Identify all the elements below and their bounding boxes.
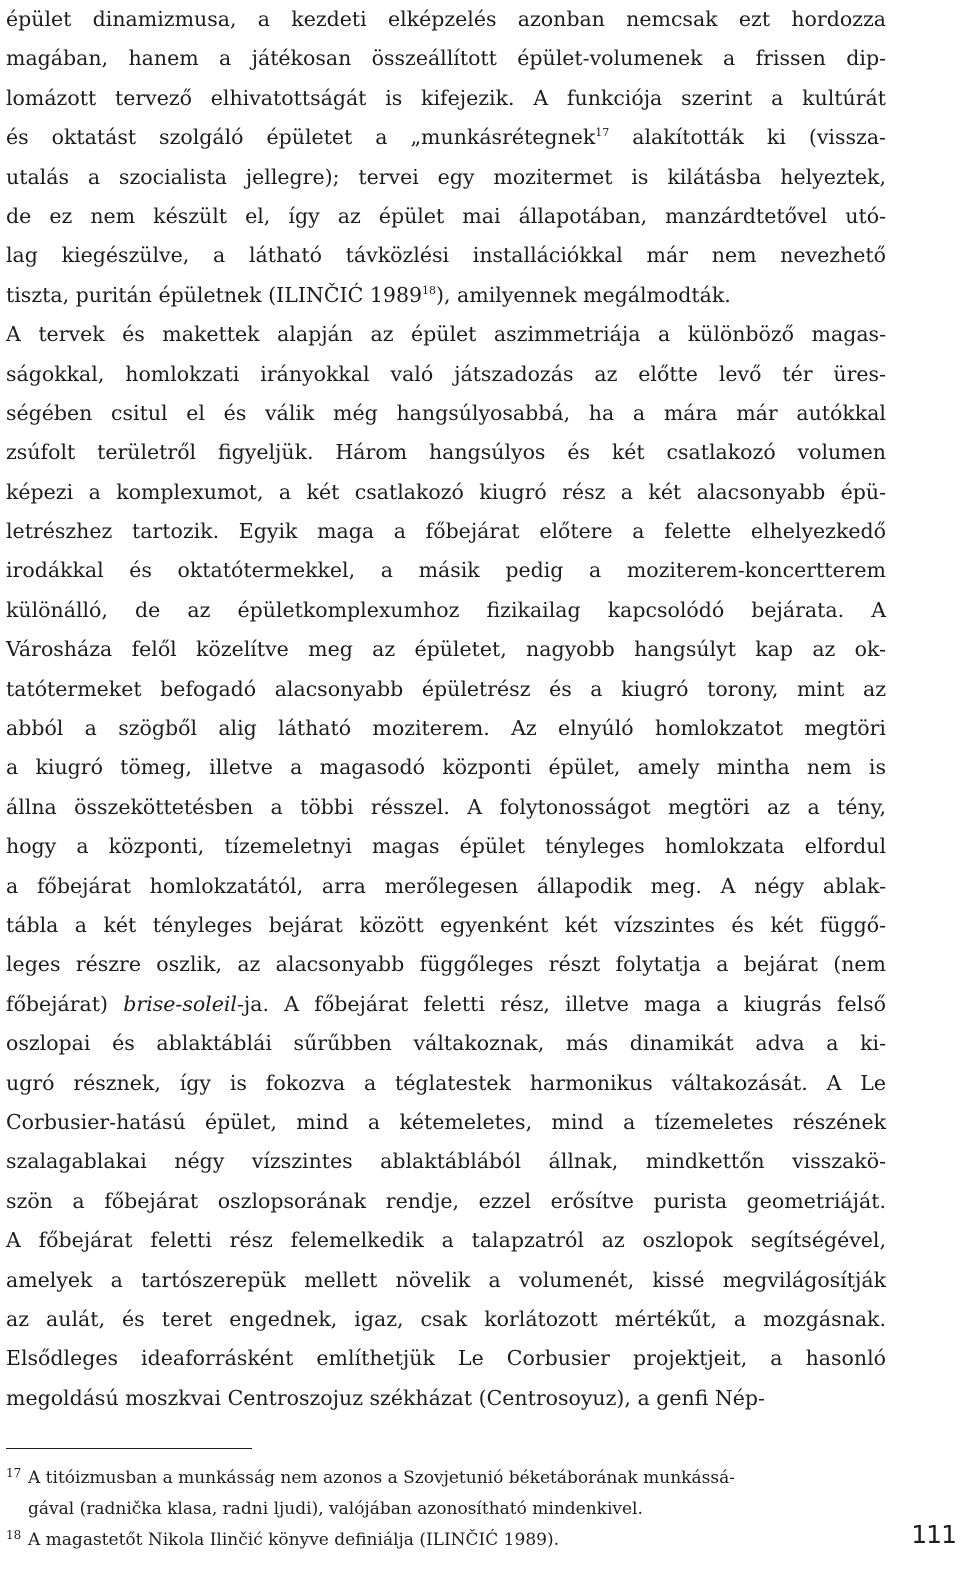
text-line: az aulát, és teret engednek, igaz, csak korlátozott mértékűt, a mozgásnak. <box>6 1306 886 1331</box>
footnotes <box>6 1463 886 1556</box>
text-segment: alakították ki (vissza- <box>609 125 886 150</box>
text-line <box>6 985 886 1024</box>
text-line: abból a szögből alig látható moziterem. Az elnyúló homlokzatot megtöri <box>6 716 886 741</box>
text-line: állna összeköttetésben a többi résszel. A folytonosságot megtöri az a tény, <box>6 794 886 819</box>
text-line: megoldású moszkvai Centroszojuz székházat (Centrosoyuz), a genfi Nép- <box>6 1385 765 1410</box>
text-line: ugró résznek, így is fokozva a téglatestek harmonikus váltakozását. A Le <box>6 1070 886 1095</box>
text-line: Elsődleges ideaforrásként említhetjük Le Corbusier projektjeit, a hasonló <box>6 1346 886 1371</box>
text-line: a kiugró tömeg, illetve a magasodó központi épület, amely mintha nem is <box>6 755 886 780</box>
footnote-text: gával (radnička klasa, radni ljudi), valójában azonosítható mindenkivel. <box>28 1499 643 1519</box>
text-line: ságokkal, homlokzati irányokkal való játszadozás az előtte levő tér üres- <box>6 361 886 386</box>
text-line: ségében csitul el és válik még hangsúlyosabbá, ha a mára már autókkal <box>6 400 886 425</box>
footnote-17: 17 A titóizmusban a munkásság nem azonos a Szovjetunió béketáborának munkássá- <box>6 1466 735 1488</box>
body-text <box>6 0 886 1418</box>
text-line: hogy a központi, tízemeletnyi magas épület tényleges homlokzata elfordul <box>6 834 886 859</box>
text-line: oszlopai és ablaktáblái sűrűbben váltakoznak, más dinamikát adva a ki- <box>6 1031 886 1056</box>
text-line: szön a főbejárat oszlopsorának rendje, ezzel erősítve purista geometriáját. <box>6 1188 886 1213</box>
text-line: A tervek és makettek alapján az épület aszimmetriája a különböző magas- <box>6 322 886 347</box>
text-line: különálló, de az épületkomplexumhoz fizikailag kapcsolódó bejárata. A <box>6 597 886 622</box>
text-line: leges részre oszlik, az alacsonyabb függőleges részt folytatja a bejárat (nem <box>6 952 886 977</box>
text-line: utalás a szocialista jellegre); tervei egy mozitermet is kilátásba helyeztek, <box>6 164 886 189</box>
text-line: szalagablakai négy vízszintes ablaktáblából állnak, mindkettőn visszakö- <box>6 1149 886 1174</box>
footnote-divider <box>6 1448 252 1449</box>
text-segment: és oktatást szolgáló épületet a „munkásrétegnek <box>6 125 596 150</box>
text-segment: főbejárat) <box>6 991 109 1016</box>
text-line: letrészhez tartozik. Egyik maga a főbejárat előtere a felette elhelyezkedő <box>6 519 886 544</box>
text-segment: tiszta, puritán épületnek (ILINČIĆ 1989 <box>6 282 423 307</box>
text-line: zsúfolt területről figyeljük. Három hangsúlyos és két csatlakozó volumen <box>6 440 886 465</box>
page-number: 111 <box>911 1520 956 1549</box>
footnote-ref-17: 17 <box>595 126 610 140</box>
text-segment: -ja. A főbejárat feletti rész, illetve maga a kiugrás felső <box>237 991 886 1016</box>
footnote-ref-18: 18 <box>422 283 437 297</box>
text-segment: ), amilyennek megálmodták. <box>436 282 731 307</box>
italic-term: brise-soleil <box>123 991 237 1016</box>
text-line: a főbejárat homlokzatától, arra merőlegesen állapodik meg. A négy ablak- <box>6 873 886 898</box>
text-line: lag kiegészülve, a látható távközlési installációkkal már nem nevezhető <box>6 243 886 268</box>
text-line: irodákkal és oktatótermekkel, a másik pedig a moziterem-koncertterem <box>6 558 886 583</box>
text-line: Városháza felől közelítve meg az épületet, nagyobb hangsúlyt kap az ok- <box>6 637 886 662</box>
footnote-text: A titóizmusban a munkásság nem azonos a Szovjetunió béketáborának munkássá- <box>28 1468 735 1488</box>
text-line: de ez nem készült el, így az épület mai állapotában, manzárdtetővel utó- <box>6 203 886 228</box>
text-line: tábla a két tényleges bejárat között egyenként két vízszintes és két függő- <box>6 912 886 937</box>
text-line <box>6 118 886 157</box>
text-line: amelyek a tartószerepük mellett növelik a volumenét, kissé megvilágosítják <box>6 1267 886 1292</box>
text-line: magában, hanem a játékosan összeállított épület-volumenek a frissen dip- <box>6 46 886 71</box>
text-line: lomázott tervező elhivatottságát is kifejezik. A funkciója szerint a kultúrát <box>6 85 886 110</box>
text-line: Corbusier-hatású épület, mind a kétemeletes, mind a tízemeletes részének <box>6 1109 886 1134</box>
footnote-text: A magastetőt Nikola Ilinčić könyve definiálja (ILINČIĆ 1989). <box>28 1530 559 1550</box>
footnote-17-continuation <box>6 1494 886 1525</box>
text-line <box>6 276 886 315</box>
text-line: tatótermeket befogadó alacsonyabb épületrész és a kiugró torony, mint az <box>6 676 886 701</box>
text-line: épület dinamizmusa, a kezdeti elképzelés azonban nemcsak ezt hordozza <box>6 7 886 31</box>
text-line: A főbejárat feletti rész felemelkedik a talapzatról az oszlopok segítségével, <box>6 1228 886 1253</box>
text-line: képezi a komplexumot, a két csatlakozó kiugró rész a két alacsonyabb épü- <box>6 479 886 504</box>
footnote-18: 18 A magastetőt Nikola Ilinčić könyve definiálja (ILINČIĆ 1989). <box>6 1528 559 1550</box>
